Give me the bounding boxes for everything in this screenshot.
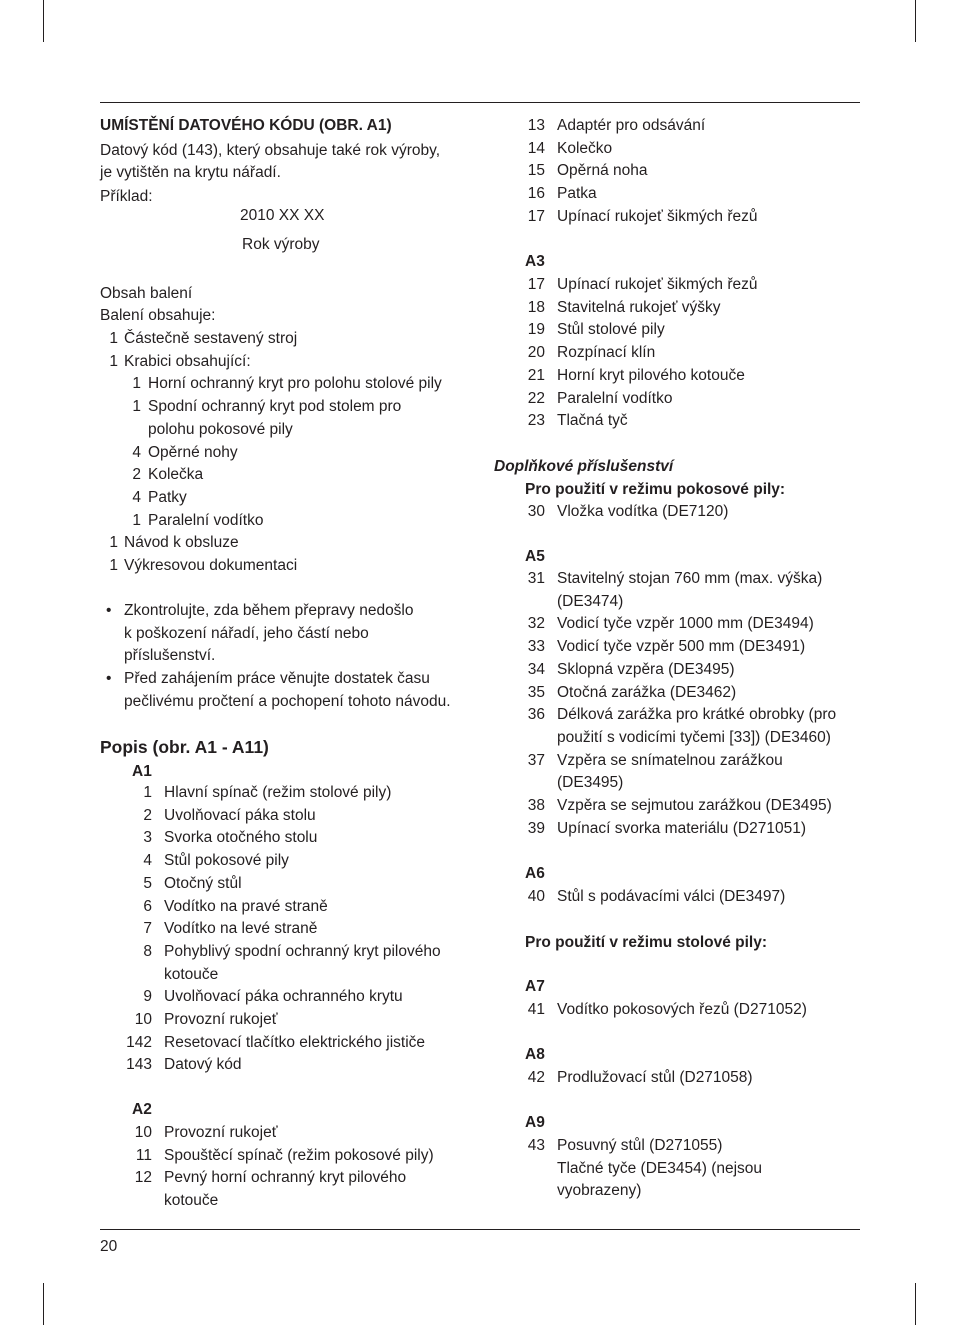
a1-item-text: Uvolňovací páka ochranného krytu: [164, 988, 403, 1006]
intro-line-2: je vytištěn na krytu nářadí.: [100, 164, 281, 181]
a1-item-number: 143: [126, 1056, 152, 1074]
contents-quantity: 4: [132, 443, 141, 461]
a8-label: A8: [525, 1046, 545, 1063]
a1-item-text: Provozní rukojeť: [164, 1011, 278, 1028]
a1-item-text: kotouče: [164, 965, 219, 983]
contents-item: Opěrné nohy: [148, 443, 238, 461]
a3-item-number: 19: [527, 321, 545, 339]
a5-item-text: Vzpěra se snímatelnou zarážkou: [557, 751, 783, 769]
crop-mark-bottom-left: [43, 1283, 44, 1325]
a3-item-number: 18: [527, 298, 545, 316]
contents-item: Krabici obsahující:: [124, 352, 251, 370]
a1-item-text: Uvolňovací páka stolu: [164, 806, 316, 824]
contents-item: Spodní ochranný kryt pod stolem pro: [148, 398, 402, 416]
a8-item-number: 42: [527, 1069, 545, 1086]
bullet-text: k poškození nářadí, jeho částí nebo: [124, 624, 369, 642]
a9-item-text: Posuvný stůl (D271055): [557, 1137, 723, 1154]
accessory-item-text: Vložka vodítka (DE7120): [557, 503, 729, 520]
a2-item-text: Patka: [557, 185, 597, 203]
a1-item-text: Vodítko na pravé straně: [164, 897, 328, 915]
a2-item-text: kotouče: [164, 1192, 219, 1210]
a7-item-number: 41: [527, 1001, 545, 1018]
a1-item-text: Pohyblivý spodní ochranný kryt pilového: [164, 942, 441, 960]
bullet-text: Před zahájením práce věnujte dostatek času: [124, 670, 430, 688]
bullet-text: Zkontrolujte, zda během přepravy nedošlo: [124, 602, 414, 619]
contents-quantity: 2: [132, 466, 141, 484]
a5-item-text: Vzpěra se sejmutou zarážkou (DE3495): [557, 797, 832, 814]
a2-item-number: 17: [527, 207, 545, 225]
a2-item-number: 11: [135, 1146, 152, 1164]
a5-item-number: 39: [527, 819, 545, 837]
a5-item-text: Upínací svorka materiálu (D271051): [557, 819, 806, 837]
a5-item-number: 31: [527, 570, 545, 587]
a1-item-number: 6: [143, 897, 152, 915]
a5-item-number: 36: [527, 706, 545, 724]
a3-item-text: Stůl stolové pily: [557, 321, 665, 339]
heading-data-code: UMÍSTĚNÍ DATOVÉHO KÓDU (OBR. A1): [100, 117, 392, 134]
a2-item-number: 14: [527, 139, 545, 157]
contents-item: polohu pokosové pily: [148, 420, 293, 438]
bottom-rule: [100, 1229, 860, 1230]
a3-item-text: Stavitelná rukojeť výšky: [557, 298, 721, 316]
bullet-text: pečlivému pročtení a pochopení tohoto návodu.: [124, 692, 451, 710]
example-value: 2010 XX XX: [240, 207, 325, 224]
a5-item-number: 34: [527, 660, 545, 678]
contents-item: Návod k obsluze: [124, 534, 239, 552]
contents-quantity: 1: [109, 534, 118, 552]
example-caption: Rok výroby: [242, 236, 320, 253]
a3-item-number: 20: [527, 344, 545, 362]
accessories-heading: Doplňkové příslušenství: [494, 458, 674, 475]
a5-item-number: 37: [527, 751, 545, 769]
a5-label: A5: [525, 548, 545, 565]
a1-item-number: 5: [143, 874, 152, 892]
contents-quantity: 1: [132, 375, 141, 393]
bullet-text: příslušenství.: [124, 647, 216, 665]
a3-item-text: Rozpínací klín: [557, 344, 656, 362]
contents-quantity: 1: [132, 398, 141, 416]
a5-item-text: Délková zarážka pro krátké obrobky (pro: [557, 706, 837, 724]
a2-item-text: Adaptér pro odsávání: [557, 117, 706, 134]
a1-item-text: Vodítko na levé straně: [164, 920, 318, 938]
a3-item-text: Horní kryt pilového kotouče: [557, 366, 745, 384]
a1-item-number: 142: [126, 1033, 152, 1051]
a1-item-number: 7: [143, 920, 152, 938]
a2-item-text: Opěrná noha: [557, 162, 648, 180]
a2-item-text: Spouštěcí spínač (režim pokosové pily): [164, 1146, 434, 1164]
contents-item: Patky: [148, 488, 187, 506]
a3-label: A3: [525, 253, 545, 270]
a5-item-text: Sklopná vzpěra (DE3495): [557, 660, 735, 678]
a2-item-text: Pevný horní ochranný kryt pilového: [164, 1169, 407, 1187]
example-label: Příklad:: [100, 188, 153, 205]
a1-item-text: Otočný stůl: [164, 874, 242, 892]
table-mode-heading: Pro použití v režimu stolové pily:: [525, 934, 768, 951]
a1-item-number: 9: [143, 988, 152, 1006]
bullet-icon: •: [106, 670, 112, 688]
popis-heading: Popis (obr. A1 - A11): [100, 737, 269, 757]
a2-item-number: 15: [527, 162, 545, 180]
a3-item-text: Tlačná tyč: [557, 412, 628, 430]
crop-mark-right: [915, 0, 916, 42]
contents-quantity: 1: [109, 352, 118, 370]
contents-quantity: 1: [132, 511, 141, 529]
a8-item-text: Prodlužovací stůl (D271058): [557, 1069, 753, 1086]
a3-item-text: Paralelní vodítko: [557, 389, 673, 407]
bullet-icon: •: [106, 602, 112, 619]
a3-item-number: 22: [527, 389, 545, 407]
a1-item-number: 8: [143, 942, 152, 960]
a5-item-number: 32: [527, 615, 545, 633]
a3-item-number: 23: [527, 412, 545, 430]
a6-label: A6: [525, 865, 545, 882]
a5-item-text: (DE3495): [557, 774, 624, 792]
a1-item-number: 1: [143, 784, 152, 801]
a1-label: A1: [132, 763, 152, 780]
crop-mark-left: [43, 0, 44, 42]
a5-item-text: Vodicí tyče vzpěr 1000 mm (DE3494): [557, 615, 814, 633]
a1-item-number: 4: [143, 852, 152, 870]
contents-item: Výkresovou dokumentaci: [124, 557, 298, 574]
a5-item-text: Vodicí tyče vzpěr 500 mm (DE3491): [557, 638, 806, 656]
contents-quantity: 1: [109, 557, 118, 574]
a6-item-number: 40: [527, 888, 545, 905]
a7-item-text: Vodítko pokosových řezů (D271052): [557, 1001, 807, 1018]
a5-item-number: 33: [527, 638, 545, 656]
a2-item-text: Kolečko: [557, 139, 613, 157]
a2-item-text: Upínací rukojeť šikmých řezů: [557, 207, 758, 225]
a3-item-number: 21: [527, 366, 545, 384]
a1-item-number: 2: [143, 806, 152, 824]
intro-line-1: Datový kód (143), který obsahuje také rok výroby,: [100, 142, 441, 159]
a7-label: A7: [525, 978, 545, 995]
a5-item-text: použití s vodicími tyčemi [33]) (DE3460): [557, 728, 831, 746]
a5-item-number: 38: [527, 797, 545, 814]
contents-item: Částečně sestavený stroj: [124, 330, 298, 347]
a6-item-text: Stůl s podávacími válci (DE3497): [557, 888, 786, 905]
a1-item-text: Hlavní spínač (režim stolové pily): [164, 784, 392, 801]
contents-item: Paralelní vodítko: [148, 511, 264, 529]
top-rule: [100, 102, 860, 103]
a9-item-text: vyobrazeny): [557, 1182, 642, 1200]
contents-item: Kolečka: [148, 466, 204, 484]
contents-subtitle: Balení obsahuje:: [100, 307, 216, 324]
contents-title: Obsah balení: [100, 285, 193, 302]
contents-quantity: 4: [132, 488, 141, 506]
a1-item-text: Resetovací tlačítko elektrického jističe: [164, 1033, 426, 1051]
a2-label: A2: [132, 1101, 152, 1118]
miter-mode-heading: Pro použití v režimu pokosové pily:: [525, 481, 786, 498]
a1-item-number: 3: [143, 829, 152, 847]
a5-item-text: Otočná zarážka (DE3462): [557, 683, 737, 701]
a9-item-text: Tlačné tyče (DE3454) (nejsou: [557, 1159, 763, 1177]
a3-item-text: Upínací rukojeť šikmých řezů: [557, 276, 758, 293]
a2-item-number: 16: [527, 185, 545, 203]
a5-item-text: (DE3474): [557, 592, 624, 610]
contents-quantity: 1: [109, 330, 118, 347]
a2-item-text: Provozní rukojeť: [164, 1124, 278, 1141]
a2-item-number: 12: [134, 1169, 152, 1187]
page-number: 20: [100, 1238, 118, 1255]
a1-item-text: Svorka otočného stolu: [164, 829, 318, 847]
a2-item-number: 13: [527, 117, 545, 134]
crop-mark-bottom-right: [915, 1283, 916, 1325]
contents-item: Horní ochranný kryt pro polohu stolové pily: [148, 375, 442, 393]
a3-item-number: 17: [527, 276, 545, 293]
a1-item-text: Stůl pokosové pily: [164, 852, 289, 870]
a5-item-text: Stavitelný stojan 760 mm (max. výška): [557, 570, 823, 587]
a2-item-number: 10: [134, 1124, 152, 1141]
a9-label: A9: [525, 1114, 545, 1131]
a5-item-number: 35: [527, 683, 545, 701]
a9-item-number: 43: [527, 1137, 545, 1154]
accessory-item-number: 30: [527, 503, 545, 520]
a1-item-number: 10: [134, 1011, 152, 1028]
a1-item-text: Datový kód: [164, 1056, 242, 1074]
